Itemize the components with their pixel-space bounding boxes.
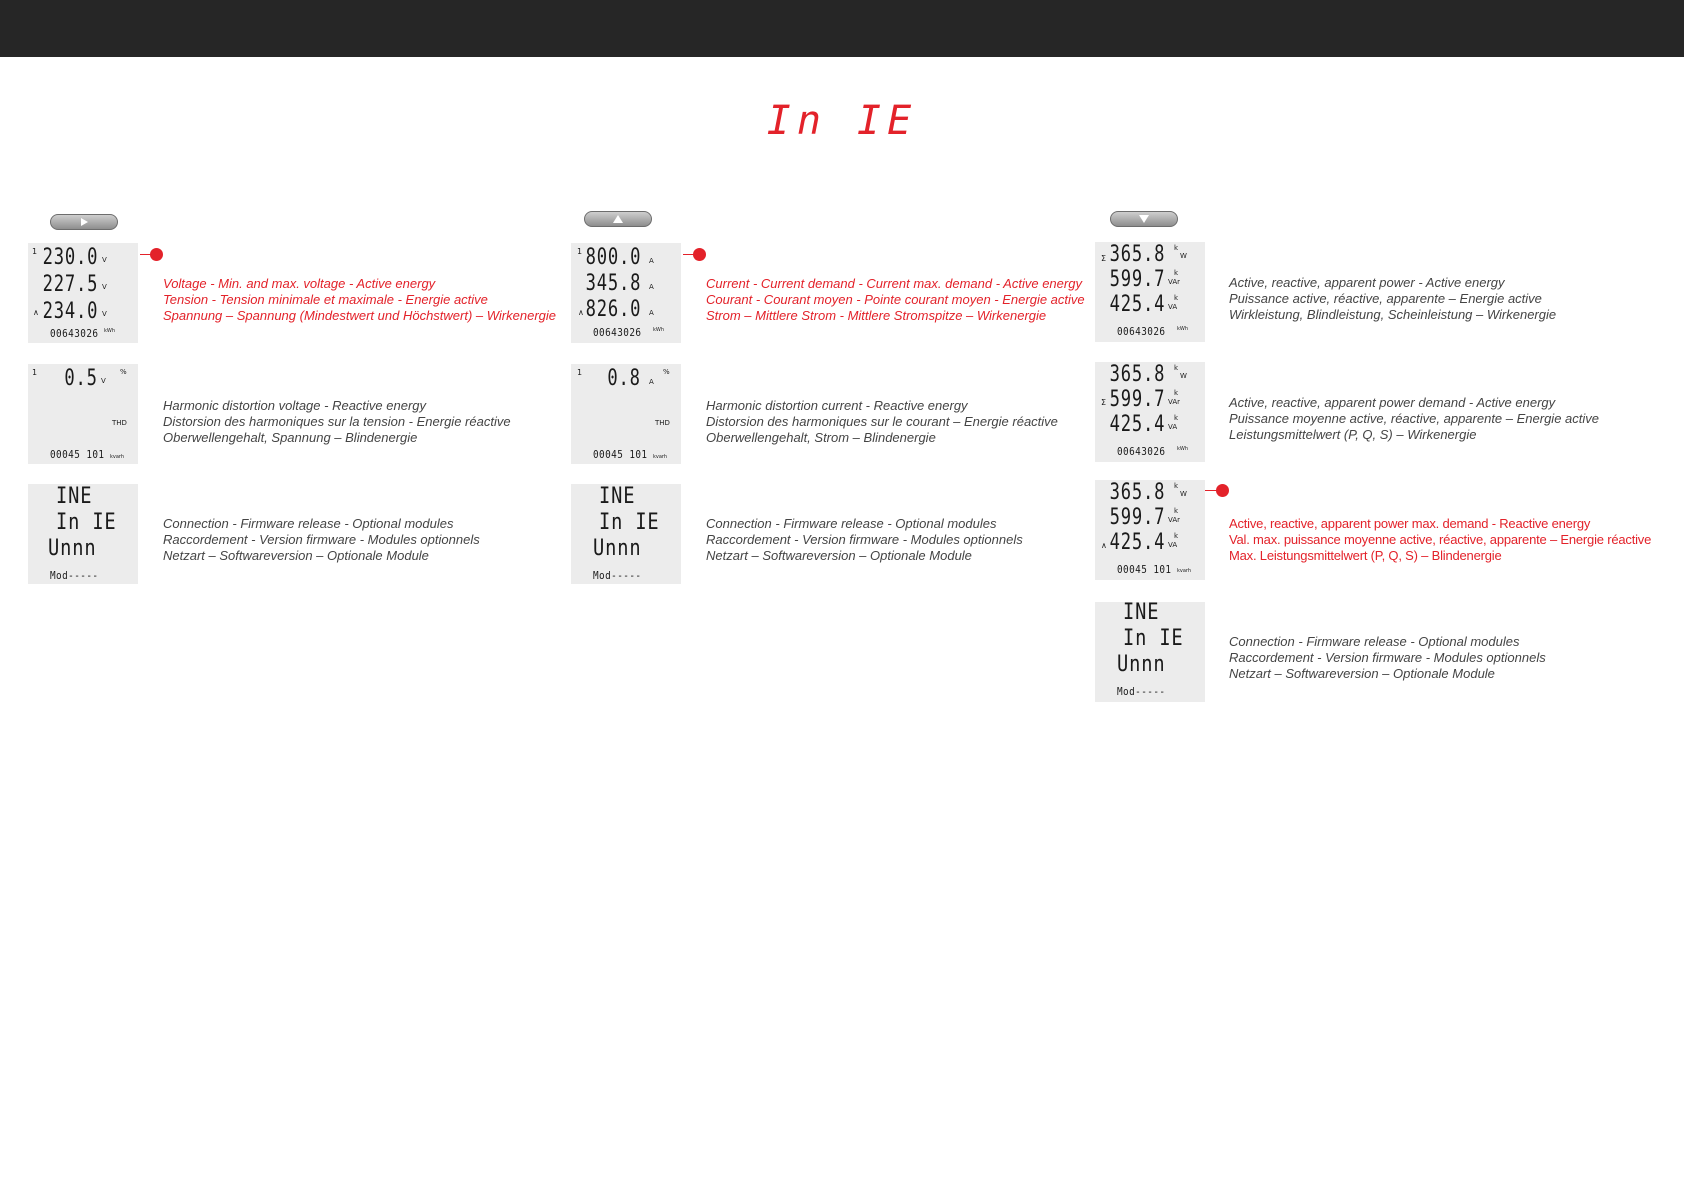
lcd-energy-unit: kWh [653,327,665,333]
max-indicator: ∧ [1101,541,1107,550]
lcd-line-3: Unnn [1117,652,1166,677]
kilo-prefix: k [1174,532,1179,540]
lcd-energy: 00643026 [593,326,642,339]
lcd-line-4: Mod----- [593,569,642,582]
lcd-row-1: 800.0 [585,245,641,270]
lcd-row-2: 599.7 [1109,505,1165,530]
lcd-voltage [28,243,138,343]
lcd-row-2: 227.5 [42,272,98,297]
kilo-prefix: k [1174,482,1179,490]
lcd-energy-unit: kWh [1177,326,1189,332]
lcd-energy-unit: kvarh [110,454,125,460]
lcd-unit-3: VA [1168,303,1178,311]
kilo-prefix: k [1174,269,1179,277]
lcd-info [28,484,138,584]
lcd-row-3: 234.0 [42,299,98,324]
desc-power-max-demand: Active, reactive, apparent power max. demand - Reactive energy Val. max. puissance moyenne active, réactive, apparente – Energie réactive Max. Leistungsmittelwert (P, Q, S) – Blindenergie [1229,516,1652,563]
lcd-current [571,243,681,343]
up-button[interactable] [584,211,652,227]
kilo-prefix: k [1174,507,1179,515]
max-indicator: ∧ [578,308,584,317]
percent-unit: % [663,368,670,376]
lcd-energy: 00643026 [50,327,99,340]
kilo-prefix: k [1174,294,1179,302]
lcd-unit-3: V [102,310,107,318]
lcd-line-2: In IE [56,510,117,535]
phase-indicator: 1 [577,368,583,377]
lcd-line-4: Mod----- [1117,685,1166,698]
page-title: In IE [766,98,918,144]
desc-thd-voltage: Harmonic distortion voltage - Reactive energy Distorsion des harmoniques sur la tension - Energie réactive Oberwellengehalt, Spannung – Blindenergie [163,398,511,445]
desc-voltage: Voltage - Min. and max. voltage - Active energy Tension - Tension minimale et maximale - Energie active Spannung – Spannung (Mindestwert und Höchstwert) – Wirkenergie [163,276,556,323]
phase-indicator: 1 [577,247,583,256]
lcd-energy: 00045 101 [593,448,648,461]
desc-info: Connection - Firmware release - Optional modules Raccordement - Version firmware - Modules optionnels Netzart – Softwareversion – Optionale Module [1229,634,1546,681]
lcd-line-1: INE [1123,600,1160,625]
phase-indicator: 1 [32,247,38,256]
lcd-row-1: 230.0 [42,245,98,270]
lcd-power [1095,242,1205,342]
top-bar [0,0,1684,57]
lcd-row-3: 425.4 [1109,412,1165,437]
desc-power-demand: Active, reactive, apparent power demand - Active energy Puissance moyenne active, réactive, apparente – Energie active Leistungsmittelwert (P, Q, S) – Wirkenergie [1229,395,1599,442]
lcd-row-1: 365.8 [1109,480,1165,505]
lcd-unit-1: V [101,377,106,385]
lcd-energy-unit: kWh [104,328,116,334]
lcd-energy-unit: kvarh [653,454,668,460]
lcd-unit-2: A [649,283,654,291]
desc-thd-current: Harmonic distortion current - Reactive energy Distorsion des harmoniques sur le courant – Energie réactive Oberwellengehalt, Strom – Blindenergie [706,398,1058,445]
lcd-unit-1: V [102,256,107,264]
desc-power: Active, reactive, apparent power - Active energy Puissance active, réactive, apparente – Energie active Wirkleistung, Blindleistung, Scheinleistung – Wirkenergie [1229,275,1557,322]
lcd-power-demand [1095,362,1205,462]
lcd-row-3: 425.4 [1109,530,1165,555]
lcd-unit-1: A [649,257,654,265]
desc-info: Connection - Firmware release - Optional modules Raccordement - Version firmware - Modules optionnels Netzart – Softwareversion – Optionale Module [706,516,1023,563]
lcd-unit-3: VA [1168,423,1178,431]
lcd-unit-2: VAr [1168,398,1181,406]
lcd-row-2: 345.8 [585,271,641,296]
lcd-line-2: In IE [1123,626,1184,651]
thd-label: THD [655,419,670,427]
lcd-row-2: 599.7 [1109,267,1165,292]
lcd-energy: 00643026 [1117,325,1166,338]
lcd-thd-voltage [28,364,138,464]
desc-current: Current - Current demand - Current max. demand - Active energy Courant - Courant moyen - Pointe courant moyen - Energie active Strom – Mittlere Strom - Mittlere Stromspitze – Wirkenergie [706,276,1085,323]
lcd-unit-3: VA [1168,541,1178,549]
lcd-energy-unit: kWh [1177,446,1189,452]
kilo-prefix: k [1174,389,1179,397]
selection-pointer [683,254,700,255]
lcd-row-3: 826.0 [585,297,641,322]
lcd-line-4: Mod----- [50,569,99,582]
max-indicator: ∧ [33,308,39,317]
lcd-row-3: 425.4 [1109,292,1165,317]
lcd-energy-unit: kvarh [1177,568,1192,574]
kilo-prefix: k [1174,244,1179,252]
lcd-thd-current [571,364,681,464]
lcd-row-1: 365.8 [1109,362,1165,387]
kilo-prefix: k [1174,364,1179,372]
lcd-unit-1: W [1180,372,1187,380]
up-arrow-icon [613,215,623,223]
lcd-line-1: INE [56,484,93,509]
lcd-energy: 00045 101 [50,448,105,461]
play-right-icon [79,218,89,226]
down-arrow-icon [1139,215,1149,223]
lcd-line-3: Unnn [48,536,97,561]
percent-unit: % [120,368,127,376]
lcd-row-1: 0.8 [607,366,641,391]
lcd-unit-1: A [649,378,654,386]
lcd-info [571,484,681,584]
lcd-unit-2: V [102,283,107,291]
lcd-unit-3: A [649,309,654,317]
lcd-row-2: 599.7 [1109,387,1165,412]
lcd-unit-2: VAr [1168,278,1181,286]
phase-indicator: 1 [32,368,38,377]
sum-indicator: Σ [1101,398,1107,407]
thd-label: THD [112,419,127,427]
lcd-row-1: 365.8 [1109,242,1165,267]
down-button[interactable] [1110,211,1178,227]
lcd-unit-2: VAr [1168,516,1181,524]
lcd-line-2: In IE [599,510,660,535]
lcd-power-max-demand [1095,480,1205,580]
sum-indicator: Σ [1101,254,1107,263]
lcd-unit-1: W [1180,490,1187,498]
selection-pointer [1205,490,1223,491]
lcd-energy: 00045 101 [1117,563,1172,576]
desc-info: Connection - Firmware release - Optional modules Raccordement - Version firmware - Modules optionnels Netzart – Softwareversion – Optionale Module [163,516,480,563]
lcd-info [1095,602,1205,702]
lcd-line-3: Unnn [593,536,642,561]
lcd-row-1: 0.5 [64,366,98,391]
kilo-prefix: k [1174,414,1179,422]
lcd-energy: 00643026 [1117,445,1166,458]
lcd-unit-1: W [1180,252,1187,260]
right-button[interactable] [50,214,118,230]
lcd-line-1: INE [599,484,636,509]
selection-pointer [140,254,157,255]
